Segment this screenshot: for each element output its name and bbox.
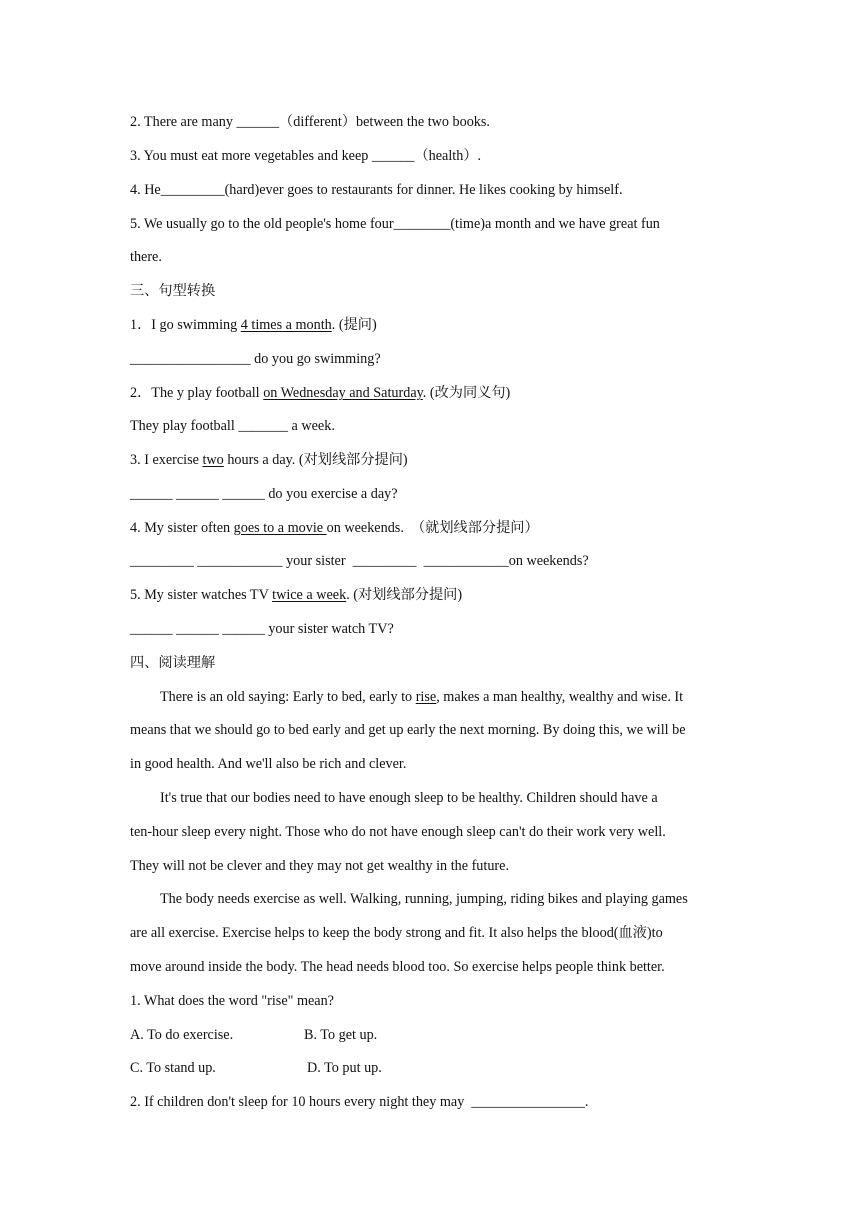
option-c: C. To stand up. (130, 1060, 216, 1076)
passage-p2-line-1: It's true that our bodies need to have enough sleep to be healthy. Children should have a (160, 790, 658, 806)
section3-question-4: 4. My sister often goes to a movie on weekends. （就划线部分提问） (130, 520, 539, 536)
section3-answer-3: ______ ______ ______ do you exercise a day? (130, 486, 398, 502)
section3-answer-2: They play football _______ a week. (130, 418, 335, 434)
option-d: D. To put up. (307, 1060, 382, 1076)
section3-answer-4: _________ ____________ your sister _________ ____________on weekends? (130, 553, 589, 569)
section2-item-2: 2. There are many ______（different）between the two books. (130, 114, 490, 130)
passage-p1-line-1: There is an old saying: Early to bed, early to rise, makes a man healthy, wealthy and wise. It (160, 689, 684, 705)
option-b: B. To get up. (304, 1027, 378, 1043)
option-a: A. To do exercise. (130, 1027, 234, 1043)
reading-question-2: 2. If children don't sleep for 10 hours every night they may ________________. (130, 1094, 589, 1110)
section2-item-5-cont: there. (130, 249, 162, 265)
section4-heading: 四、阅读理解 (130, 655, 216, 671)
section2-item-4: 4. He_________(hard)ever goes to restaurants for dinner. He likes cooking by himself. (130, 182, 623, 198)
passage-p1-line-2: means that we should go to bed early and get up early the next morning. By doing this, we will be (130, 722, 686, 738)
section2-item-3: 3. You must eat more vegetables and keep ______（health）. (130, 148, 482, 164)
reading-question-1: 1. What does the word "rise" mean? (130, 993, 334, 1009)
section3-heading: 三、句型转换 (130, 283, 216, 299)
passage-p2-line-3: They will not be clever and they may not get wealthy in the future. (130, 858, 510, 874)
passage-p3-line-1: The body needs exercise as well. Walking, running, jumping, riding bikes and playing games (160, 891, 688, 907)
passage-p3-line-2: are all exercise. Exercise helps to keep the body strong and fit. It also helps the blood(血液)to (130, 925, 663, 941)
section3-question-1: 1．I go swimming 4 times a month. (提问) (130, 317, 377, 333)
passage-p1-line-3: in good health. And we'll also be rich and clever. (130, 756, 407, 772)
passage-p2-line-2: ten-hour sleep every night. Those who do not have enough sleep can't do their work very well. (130, 824, 666, 840)
section3-question-5: 5. My sister watches TV twice a week. (对划线部分提问) (130, 587, 463, 603)
answer-blank: ________________ (471, 1094, 585, 1110)
section3-answer-5: ______ ______ ______ your sister watch TV? (130, 621, 394, 637)
section3-question-2: 2．The y play football on Wednesday and Saturday. (改为同义句) (130, 385, 511, 401)
section3-answer-1: _________________ do you go swimming? (130, 351, 381, 367)
section3-question-3: 3. I exercise two hours a day. (对划线部分提问) (130, 452, 408, 468)
section2-item-5: 5. We usually go to the old people's home four________(time)a month and we have great fun (130, 216, 660, 232)
passage-p3-line-3: move around inside the body. The head needs blood too. So exercise helps people think better. (130, 959, 665, 975)
